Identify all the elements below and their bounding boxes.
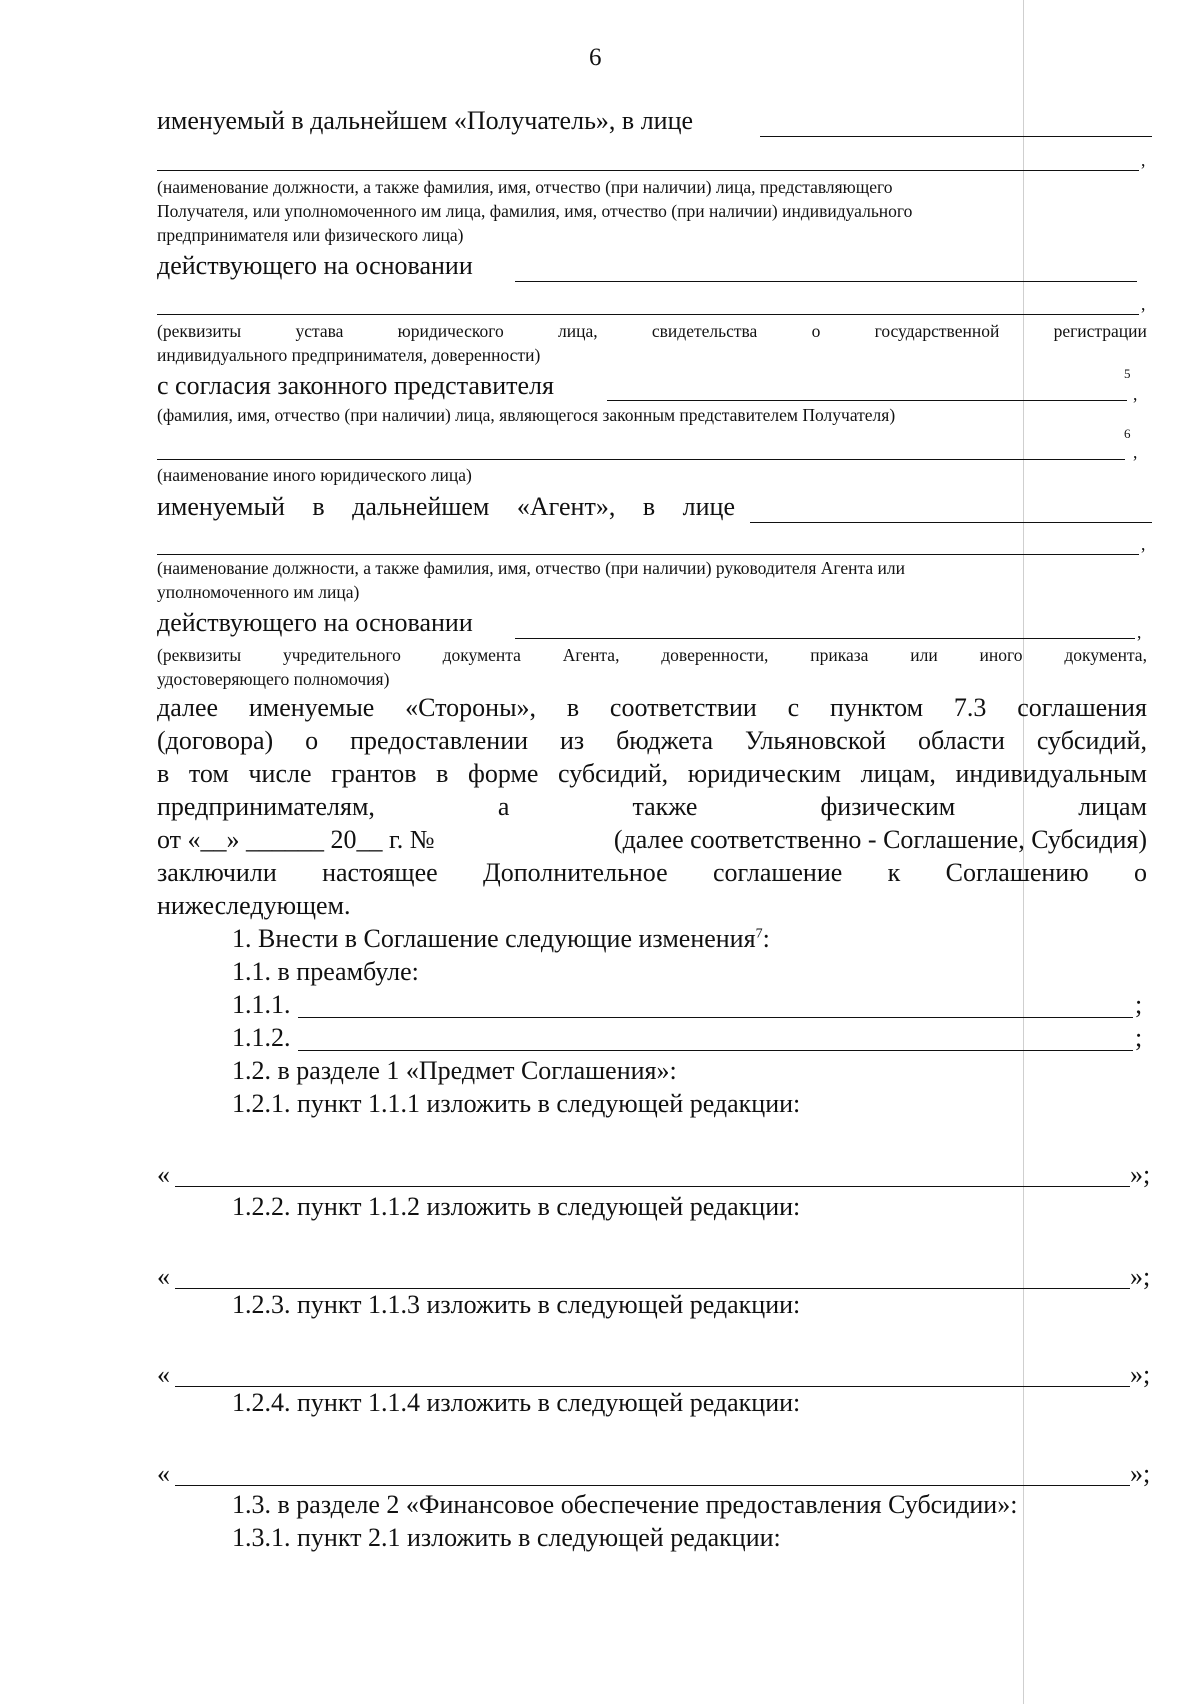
amendment-item: 1.1.1. xyxy=(232,990,291,1019)
amendment-blank[interactable] xyxy=(175,1386,1130,1387)
recipient-note-line: Получателя, или уполномоченного им лица, фамилия, имя, отчество (при наличии) индивидуального xyxy=(157,201,913,221)
recipient-blank-2[interactable] xyxy=(157,170,1139,171)
agent-note-line: уполномоченного им лица) xyxy=(157,582,360,602)
comma: , xyxy=(1137,622,1142,642)
basis-blank[interactable] xyxy=(515,638,1135,639)
amendment-item: 1.2.3. пункт 1.1.3 изложить в следующей редакции: xyxy=(232,1290,801,1319)
recipient-note-line: предпринимателя или физического лица) xyxy=(157,225,464,245)
other-entity-blank[interactable] xyxy=(157,459,1125,460)
amendment-item: 1.1.2. xyxy=(232,1023,291,1052)
main-text-line: (договора) о предоставлении из бюджета Ульяновской области субсидий, xyxy=(157,726,1147,755)
consent-note: (фамилия, имя, отчество (при наличии) лица, являющегося законным представителем Получателя) xyxy=(157,405,896,425)
basis-note-line: удостоверяющего полномочия) xyxy=(157,669,390,689)
semicolon: ; xyxy=(1135,990,1143,1019)
consent-line: с согласия законного представителя xyxy=(157,371,554,400)
comma: , xyxy=(1133,384,1138,404)
quote-open: « xyxy=(157,1160,170,1189)
comma: , xyxy=(1133,442,1138,462)
quote-close: »; xyxy=(1130,1459,1151,1488)
amendment-item: 1.2.1. пункт 1.1.1 изложить в следующей редакции: xyxy=(232,1089,801,1118)
recipient-note-line: (наименование должности, а также фамилия, имя, отчество (при наличии) лица, представляющего xyxy=(157,177,893,197)
amendment-item: 1.3. в разделе 2 «Финансовое обеспечение предоставления Субсидии»: xyxy=(232,1490,1018,1519)
amendment-blank[interactable] xyxy=(175,1186,1130,1187)
quote-open: « xyxy=(157,1459,170,1488)
comma: , xyxy=(1141,294,1146,314)
amendment-item: 1.2.2. пункт 1.1.2 изложить в следующей редакции: xyxy=(232,1192,801,1221)
footnote-marker: 5 xyxy=(1124,366,1131,381)
agent-line: именуемый в дальнейшем «Агент», в лице xyxy=(157,492,735,521)
footnote-marker: 6 xyxy=(1124,426,1131,441)
agent-blank[interactable] xyxy=(750,522,1152,523)
comma: , xyxy=(1141,150,1146,170)
other-entity-note: (наименование иного юридического лица) xyxy=(157,465,472,485)
amendment-item-1: 1. Внести в Соглашение следующие изменения$^7$: xyxy=(232,924,770,953)
basis-blank[interactable] xyxy=(515,281,1137,282)
agent-note-line: (наименование должности, а также фамилия, имя, отчество (при наличии) руководителя Агента или xyxy=(157,558,905,578)
footnote-marker: 7 xyxy=(755,926,763,942)
basis-line: действующего на основании xyxy=(157,251,473,280)
quote-close: »; xyxy=(1130,1360,1151,1389)
amendment-blank[interactable] xyxy=(298,1017,1133,1018)
amendment-item: 1.2.4. пункт 1.1.4 изложить в следующей редакции: xyxy=(232,1388,801,1417)
basis-note-justified: (реквизиты устава юридического лица, свидетельства о государственной регистрации xyxy=(157,321,1147,341)
quote-close: »; xyxy=(1130,1160,1151,1189)
page-number: 6 xyxy=(589,44,602,71)
agent-blank-2[interactable] xyxy=(157,554,1139,555)
amendment-item: 1.2. в разделе 1 «Предмет Соглашения»: xyxy=(232,1056,677,1085)
main-text-line: заключили настоящее Дополнительное соглашение к Соглашению о xyxy=(157,858,1147,887)
main-text-line: в том числе грантов в форме субсидий, юридическим лицам, индивидуальным xyxy=(157,759,1147,788)
amendment-blank[interactable] xyxy=(298,1050,1133,1051)
amendment-item: 1.1. в преамбуле: xyxy=(232,957,419,986)
main-text-line: предпринимателям, а также физическим лицам xyxy=(157,792,1147,821)
comma: , xyxy=(1141,534,1146,554)
recipient-blank[interactable] xyxy=(760,136,1152,137)
amendment-item: 1.3.1. пункт 2.1 изложить в следующей редакции: xyxy=(232,1523,781,1552)
semicolon: ; xyxy=(1135,1023,1143,1052)
basis-note-justified: (реквизиты учредительного документа Агента, доверенности, приказа или иного документа, xyxy=(157,645,1147,665)
quote-open: « xyxy=(157,1360,170,1389)
main-text-line: от «__» ______ 20__ г. № (далее соответственно - Соглашение, Субсидия) xyxy=(157,825,1147,854)
main-text-line: далее именуемые «Стороны», в соответствии с пунктом 7.3 соглашения xyxy=(157,693,1147,722)
basis-note-line: индивидуального предпринимателя, доверенности) xyxy=(157,345,541,365)
consent-blank[interactable] xyxy=(607,400,1127,401)
basis-line: действующего на основании xyxy=(157,608,473,637)
amendment-blank[interactable] xyxy=(175,1485,1130,1486)
amendment-blank[interactable] xyxy=(175,1288,1130,1289)
recipient-line: именуемый в дальнейшем «Получатель», в лице xyxy=(157,106,694,135)
quote-close: »; xyxy=(1130,1262,1151,1291)
basis-blank-2[interactable] xyxy=(157,314,1139,315)
main-text-line: нижеследующем. xyxy=(157,891,351,920)
quote-open: « xyxy=(157,1262,170,1291)
